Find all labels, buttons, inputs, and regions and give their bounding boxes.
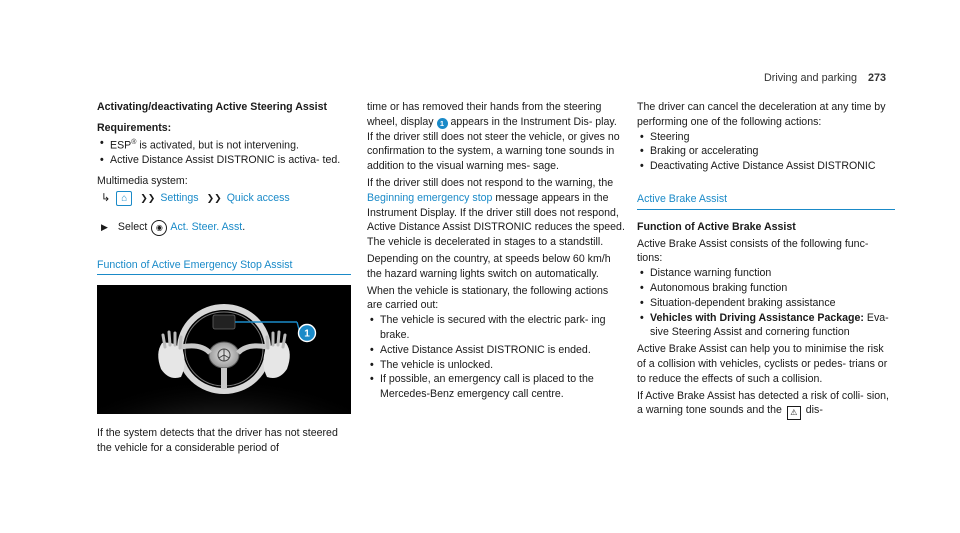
callout-number: 1 bbox=[304, 328, 310, 340]
requirement-item: • Active Distance Assist DISTRONIC is activa‐ ted. bbox=[97, 153, 351, 168]
multimedia-label: Multimedia system: bbox=[97, 174, 188, 187]
list-item: • Active Distance Assist DISTRONIC is ended. bbox=[367, 343, 625, 358]
list-item: • The vehicle is secured with the electric park‐ ing brake. bbox=[367, 313, 625, 343]
steering-assist-icon: ◉ bbox=[151, 220, 167, 236]
requirements-heading: Requirements: bbox=[97, 121, 172, 134]
home-icon: ⌂ bbox=[116, 191, 132, 206]
menu-path bbox=[97, 191, 351, 206]
emergency-stop-message: Beginning emergency stop bbox=[367, 191, 493, 204]
collision-warning-icon: ⚠ bbox=[787, 406, 801, 420]
double-chevron-icon: ❯❯ bbox=[206, 192, 222, 203]
select-instruction: ▶ Select ◉ Act. Steer. Asst . bbox=[101, 220, 351, 236]
emergency-stop-section-title: Function of Active Emergency Stop Assist bbox=[97, 258, 351, 276]
brake-assist-help-paragraph: Active Brake Assist can help you to minimise the risk of a collision with vehicles, cyclists or pedes‐ trians or to reduce the effects of such a collision. bbox=[637, 343, 888, 385]
stationary-actions-list bbox=[367, 313, 625, 402]
steering-wheel-illustration bbox=[97, 285, 351, 414]
cancel-intro: The driver can cancel the deceleration at any time by performing one of the following actions: bbox=[637, 101, 886, 128]
column-1 bbox=[97, 100, 351, 456]
figure-followup-text: If the system detects that the driver has not steered the vehicle for a considerable period of bbox=[97, 427, 338, 455]
arrow-return-icon: ↳ bbox=[101, 191, 111, 204]
activation-heading: Activating/deactivating Active Steering Assist bbox=[97, 101, 327, 113]
requirement-item: • ESP® is activated, but is not intervening. bbox=[97, 136, 351, 153]
list-item: • The vehicle is unlocked. bbox=[367, 358, 625, 373]
list-item: • Deactivating Active Distance Assist DISTRONIC bbox=[637, 159, 895, 174]
brake-functions-list bbox=[637, 266, 895, 340]
cancel-actions-list bbox=[637, 130, 895, 174]
list-item: • If possible, an emergency call is placed to the Mercedes-Benz emergency call centre. bbox=[367, 372, 625, 402]
instruction-arrow-icon: ▶ bbox=[101, 222, 108, 233]
brake-assist-intro: Active Brake Assist consists of the following func‐ tions: bbox=[637, 237, 869, 265]
requirements-list bbox=[97, 136, 351, 168]
hazard-lights-paragraph: Depending on the country, at speeds below 60 km/h the hazard warning lights switch on automatically. bbox=[367, 252, 611, 280]
brake-assist-function-heading: Function of Active Brake Assist bbox=[637, 220, 796, 233]
header-section: Driving and parking bbox=[763, 72, 857, 84]
stationary-paragraph: When the vehicle is stationary, the following actions are carried out: bbox=[367, 284, 609, 312]
list-item: • Distance warning function bbox=[637, 266, 895, 281]
menu-quick-access[interactable]: Quick access bbox=[226, 191, 290, 204]
emergency-stop-paragraph-1: time or has removed their hands from the steering wheel, display 1 appears in the Instrument Dis‐ play. If the driver still does not steer the vehicle, or gives no confirmation to the system, a warning tone sounds in addition to the visual warning mes‐ sage. bbox=[367, 101, 620, 173]
double-chevron-icon: ❯❯ bbox=[140, 192, 156, 203]
list-item: • Vehicles with Driving Assistance Package: Eva‐ sive Steering Assist and cornering function bbox=[637, 311, 895, 341]
emergency-stop-paragraph-2: If the driver still does not respond to the warning, the Beginning emergency stop message appears in the Instrument Display. If the driver still does not respond, Active Distance Assist DISTRONIC reduces the speed. The vehicle is decelerated in stages to a standstill. bbox=[367, 176, 625, 249]
list-item: • Situation-dependent braking assistance bbox=[637, 296, 895, 311]
column-3 bbox=[637, 100, 895, 420]
page-number: 273 bbox=[867, 72, 886, 84]
page-header bbox=[764, 72, 886, 84]
brake-assist-warning-paragraph: If Active Brake Assist has detected a risk of colli‐ sion, a warning tone sounds and the ⚠ dis‐ bbox=[637, 389, 895, 421]
list-item: • Autonomous braking function bbox=[637, 281, 895, 296]
select-item-steer-asst[interactable]: Act. Steer. Asst bbox=[170, 221, 243, 234]
display-badge: 1 bbox=[437, 118, 448, 129]
menu-settings[interactable]: Settings bbox=[160, 191, 199, 204]
steering-wheel-figure bbox=[97, 285, 351, 414]
list-item: • Braking or accelerating bbox=[637, 144, 895, 159]
list-item: • Steering bbox=[637, 130, 895, 145]
active-brake-assist-section-title: Active Brake Assist bbox=[637, 192, 895, 210]
column-2 bbox=[367, 100, 625, 402]
